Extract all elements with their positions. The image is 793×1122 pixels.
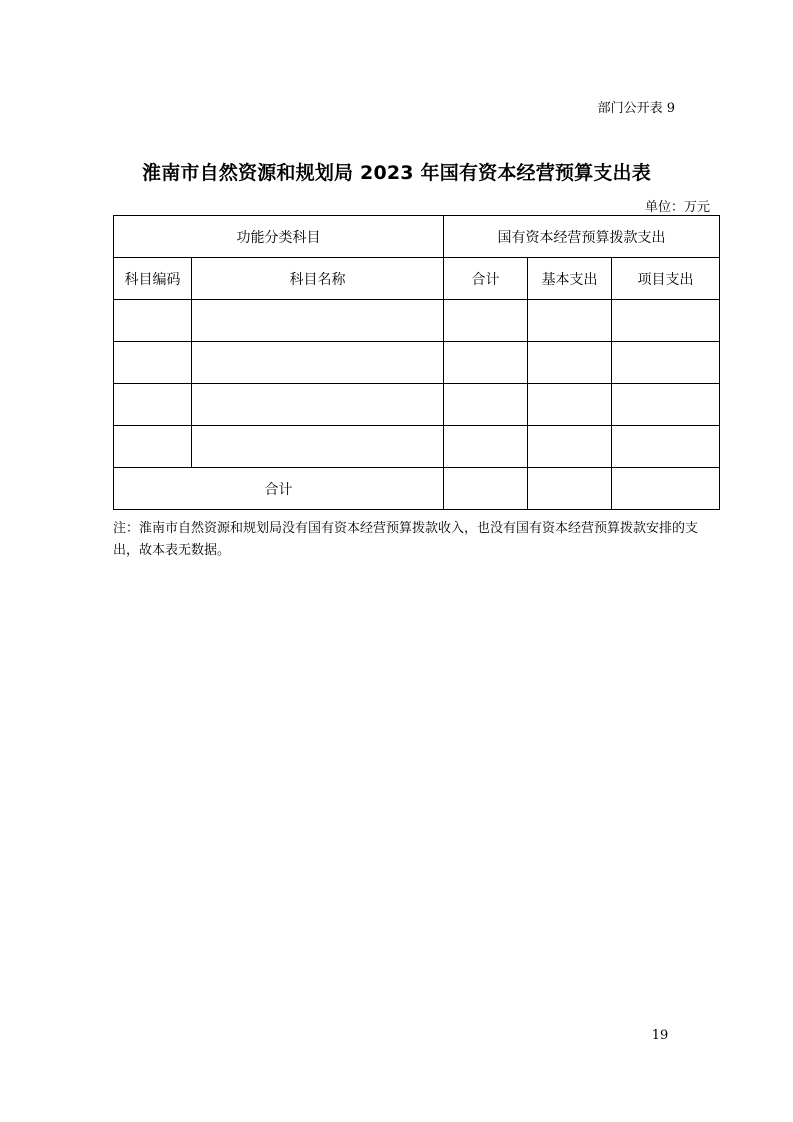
project-cell — [612, 300, 720, 342]
project-cell — [612, 384, 720, 426]
table-row — [114, 300, 720, 342]
budget-table — [113, 215, 720, 510]
page-title: 淮南市自然资源和规划局 2023 年国有资本经营预算支出表 — [142, 162, 651, 184]
project-column-header: 项目支出 — [612, 258, 720, 300]
total-row-project-cell — [612, 468, 720, 510]
total-column-header: 合计 — [444, 258, 528, 300]
code-cell — [114, 426, 192, 468]
page-number: 19 — [651, 1028, 669, 1043]
basic-cell — [528, 342, 612, 384]
table-id-label: 部门公开表 9 — [597, 101, 675, 116]
table-row — [114, 384, 720, 426]
total-row-basic-cell — [528, 468, 612, 510]
total-row-label: 合计 — [114, 468, 444, 510]
name-column-header: 科目名称 — [192, 258, 444, 300]
functional-category-header: 功能分类科目 — [114, 216, 444, 258]
total-row — [114, 468, 720, 510]
total-cell — [444, 426, 528, 468]
column-header-row — [114, 258, 720, 300]
name-cell — [192, 426, 444, 468]
project-cell — [612, 342, 720, 384]
code-cell — [114, 384, 192, 426]
table-row — [114, 342, 720, 384]
basic-cell — [528, 426, 612, 468]
expenditure-header: 国有资本经营预算拨款支出 — [444, 216, 720, 258]
name-cell — [192, 384, 444, 426]
total-cell — [444, 342, 528, 384]
basic-cell — [528, 384, 612, 426]
basic-cell — [528, 300, 612, 342]
total-cell — [444, 384, 528, 426]
name-cell — [192, 342, 444, 384]
code-cell — [114, 342, 192, 384]
code-cell — [114, 300, 192, 342]
group-header-row — [114, 216, 720, 258]
total-row-total-cell — [444, 468, 528, 510]
code-column-header: 科目编码 — [114, 258, 192, 300]
basic-column-header: 基本支出 — [528, 258, 612, 300]
project-cell — [612, 426, 720, 468]
footnote: 注：淮南市自然资源和规划局没有国有资本经营预算拨款收入，也没有国有资本经营预算拨款安排的支出，故本表无数据。 — [113, 521, 699, 558]
total-cell — [444, 300, 528, 342]
name-cell — [192, 300, 444, 342]
unit-label: 单位：万元 — [644, 200, 710, 215]
table-row — [114, 426, 720, 468]
